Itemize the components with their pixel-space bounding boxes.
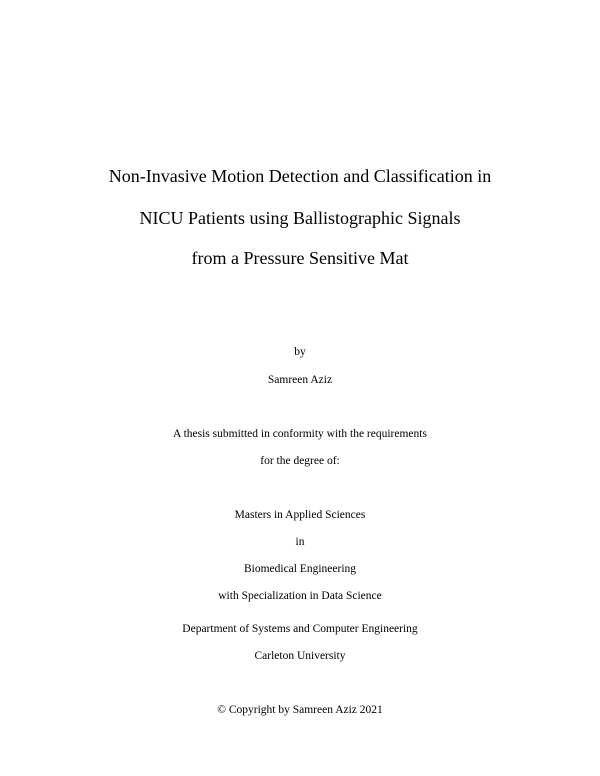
by-label: by: [294, 346, 306, 358]
university-name: Carleton University: [254, 650, 346, 662]
author-name: Samreen Aziz: [267, 374, 333, 386]
thesis-title-line-3: from a Pressure Sensitive Mat: [191, 248, 409, 268]
submission-statement-line-2: for the degree of:: [260, 455, 340, 467]
degree-name: Masters in Applied Sciences: [234, 509, 366, 521]
department-name: Department of Systems and Computer Engineering: [182, 623, 418, 635]
degree-specialization: with Specialization in Data Science: [218, 590, 382, 602]
thesis-title-line-2: NICU Patients using Ballistographic Signals: [139, 208, 461, 228]
degree-in-label: in: [295, 536, 305, 548]
degree-field: Biomedical Engineering: [243, 563, 357, 575]
submission-statement-line-1: A thesis submitted in conformity with the requirements: [173, 428, 427, 440]
copyright-notice: © Copyright by Samreen Aziz 2021: [217, 704, 383, 716]
thesis-title-line-1: Non-Invasive Motion Detection and Classification in: [108, 166, 492, 186]
